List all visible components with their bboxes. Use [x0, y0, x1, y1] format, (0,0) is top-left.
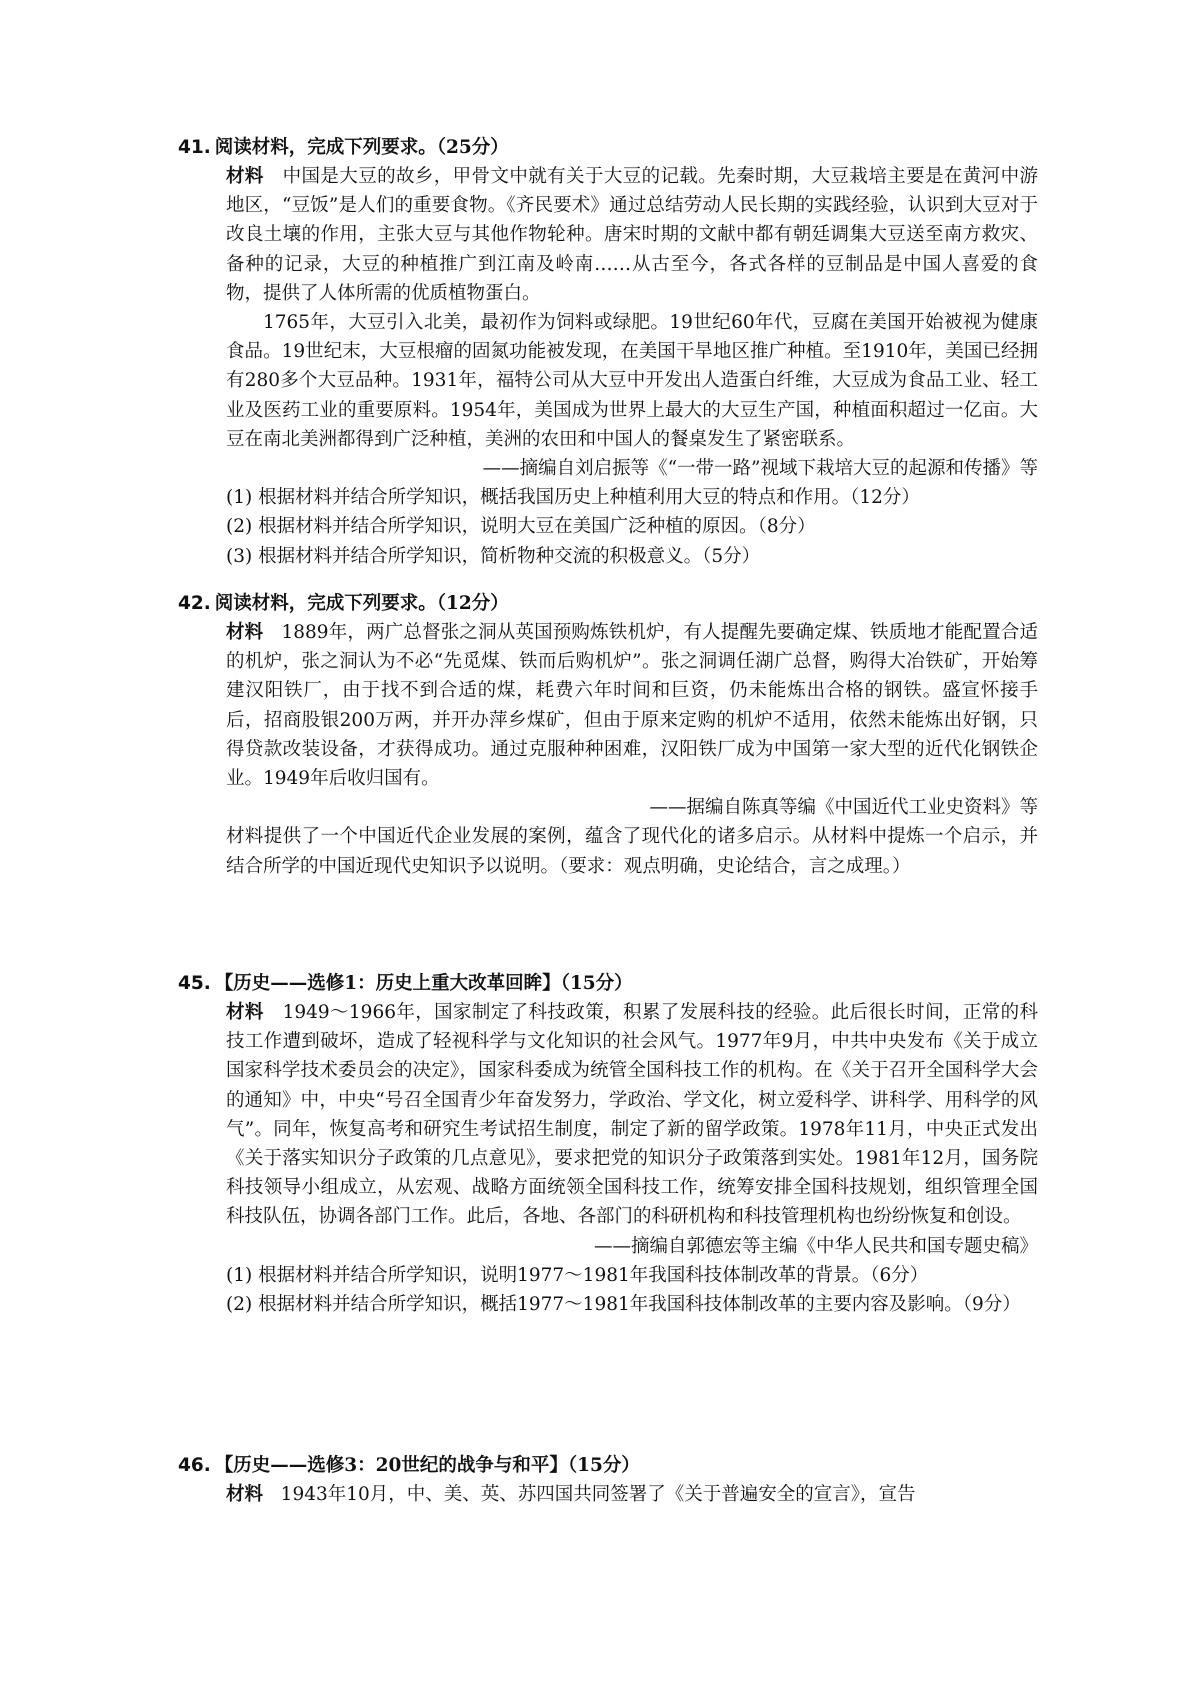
question-number: 46.: [178, 1455, 211, 1476]
material-paragraph: 1765年，大豆引入北美，最初作为饲料或绿肥。19世纪60年代，豆腐在美国开始被视为健康食品。19世纪末，大豆根瘤的固氮功能被发现，在美国干旱地区推广种植。至1910年，美国已经拥有280多个大豆品种。1931年，福特公司从大豆中开发出人造蛋白纤维，大豆成为食品工业、轻工业及医药工业的重要原料。1954年，美国成为世界上最大的大豆生产国，种植面积超过一亿亩。大豆在南北美洲都得到广泛种植，美洲的农田和中国人的餐桌发生了紧密联系。: [226, 312, 1038, 450]
question-number: 45.: [178, 973, 211, 994]
question-41-header: [178, 134, 1038, 162]
material-text: 1949～1966年，国家制定了科技政策，积累了发展科技的经验。此后很长时间，正常的科技工作遭到破坏，造成了轻视科学与文化知识的社会风气。1977年9月，中共中央发布《关于成立国家科学技术委员会的决定》，国家科委成为统管全国科技工作的机构。在《关于召开全国科学大会的通知》中，中央“号召全国青少年奋发努力，学政治、学文化，树立爱科学、讲科学、用科学的风气”。同年，恢复高考和研究生考试招生制度，制定了新的留学政策。1978年11月，中央正式发出《关于落实知识分子政策的几点意见》，要求把党的知识分子政策落到实处。1981年12月，国务院科技领导小组成立，从宏观、战略方面统领全国科技工作，统筹安排全国科技规划，组织管理全国科技队伍，协调各部门工作。此后，各地、各部门的科研机构和科技管理机构也纷纷恢复和创设。: [226, 1002, 1038, 1228]
sub-question-2: (2) 根据材料并结合所学知识，说明大豆在美国广泛种植的原因。（8分）: [226, 516, 816, 538]
question-instruction: 【历史——选修1：历史上重大改革回眸】（15分）: [214, 973, 633, 994]
sub-question-1: (1) 根据材料并结合所学知识，概括我国历史上种植利用大豆的特点和作用。（12分）: [226, 487, 920, 509]
material-label: 材料: [226, 1484, 264, 1505]
question-45-header: [178, 970, 1038, 998]
question-45: [178, 970, 1038, 1319]
question-instruction: 阅读材料，完成下列要求。（12分）: [214, 593, 509, 614]
question-42: [178, 590, 1038, 881]
question-42-header: [178, 590, 1038, 618]
material-paragraph: [226, 162, 1038, 308]
question-45-body: [178, 998, 1038, 1319]
question-number: 41.: [178, 137, 211, 158]
material-paragraph: [226, 1480, 1038, 1509]
material-paragraph: [226, 618, 1038, 793]
sub-question-2: (2) 根据材料并结合所学知识，概括1977～1981年我国科技体制改革的主要内容及影响。（9分）: [226, 1294, 1021, 1316]
question-instruction: 阅读材料，完成下列要求。（25分）: [214, 137, 509, 158]
question-42-body: [178, 618, 1038, 881]
question-41: [178, 134, 1038, 571]
material-label: 材料: [226, 1002, 264, 1023]
material-label: 材料: [226, 166, 264, 187]
material-source: ——摘编自刘启振等《“一带一路”视域下栽培大豆的起源和传播》等: [482, 458, 1038, 480]
question-number: 42.: [178, 593, 211, 614]
material-text: 中国是大豆的故乡，甲骨文中就有关于大豆的记载。先秦时期，大豆栽培主要是在黄河中游地区，“豆饭”是人们的重要食物。《齐民要术》通过总结劳动人民长期的实践经验，认识到大豆对于改良土壤的作用，主张大豆与其他作物轮种。唐宋时期的文献中都有朝廷调集大豆送至南方救灾、备种的记录，大豆的种植推广到江南及岭南……从古至今，各式各样的豆制品是中国人喜爱的食物，提供了人体所需的优质植物蛋白。: [226, 166, 1038, 304]
material-paragraph: [226, 998, 1038, 1232]
material-source: ——摘编自郭德宏等主编《中华人民共和国专题史稿》: [593, 1235, 1038, 1257]
material-label: 材料: [226, 622, 264, 643]
question-instruction: 【历史——选修3：20世纪的战争与和平】（15分）: [214, 1455, 640, 1476]
material-source: ——据编自陈真等编《中国近代工业史资料》等: [649, 797, 1038, 819]
task-prompt: 材料提供了一个中国近代企业发展的案例，蕴含了现代化的诸多启示。从材料中提炼一个启示，并结合所学的中国近现代史知识予以说明。（要求：观点明确，史论结合，言之成理。）: [226, 826, 1038, 877]
question-46-body: [178, 1480, 1038, 1509]
material-text: 1889年，两广总督张之洞从英国预购炼铁机炉，有人提醒先要确定煤、铁质地才能配置合适的机炉，张之洞认为不必“先觅煤、铁而后购机炉”。张之洞调任湖广总督，购得大冶铁矿，开始筹建汉阳铁厂，由于找不到合适的煤，耗费六年时间和巨资，仍未能炼出合格的钢铁。盛宣怀接手后，招商股银200万两，并开办萍乡煤矿，但由于原来定购的机炉不适用，依然未能炼出好钢，只得贷款改装设备，才获得成功。通过克服种种困难，汉阳铁厂成为中国第一家大型的近代化钢铁企业。1949年后收归国有。: [226, 622, 1038, 790]
question-46-header: [178, 1452, 1038, 1480]
sub-question-3: (3) 根据材料并结合所学知识，简析物种交流的积极意义。（5分）: [226, 545, 761, 567]
sub-question-1: (1) 根据材料并结合所学知识，说明1977～1981年我国科技体制改革的背景。（6分）: [226, 1264, 929, 1286]
question-41-body: [178, 162, 1038, 571]
material-text: 1943年10月，中、美、英、苏四国共同签署了《关于普遍安全的宣言》，宣告: [280, 1484, 916, 1505]
question-46: [178, 1452, 1038, 1509]
